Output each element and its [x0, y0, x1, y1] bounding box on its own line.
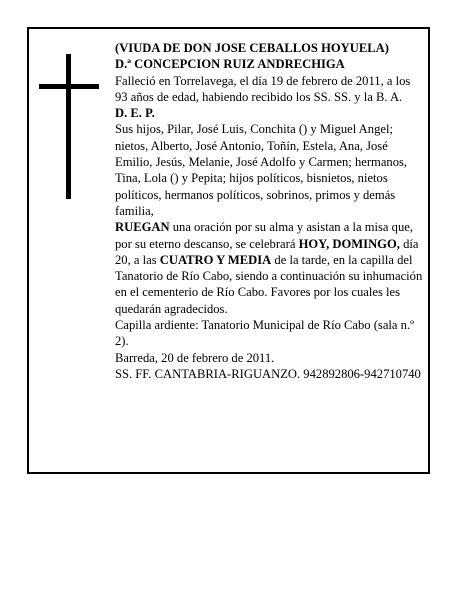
widow-of-line: (VIUDA DE DON JOSE CEBALLOS HOYUELA) — [115, 41, 389, 55]
funeral-day: HOY, DOMINGO, — [298, 236, 400, 251]
obituary-notice — [27, 27, 430, 474]
cross-icon — [39, 54, 99, 199]
ruegan-word: RUEGAN — [115, 220, 170, 235]
cross-horizontal-bar — [39, 84, 99, 89]
cross-vertical-bar — [66, 54, 71, 199]
deceased-name: D.ª CONCEPCION RUIZ ANDRECHIGA — [115, 57, 345, 72]
funeral-time: CUATRO Y MEDIA — [159, 252, 272, 267]
funeral-home-info: SS. FF. CANTABRIA-RIGUANZO. 942892806-942710740 — [115, 366, 421, 381]
funeral-text-1: una oración por su alma y asistan a la misa que, por su eterno descanso, se celebrará — [115, 220, 413, 251]
chapel-info: Capilla ardiente: Tanatorio Municipal de Río Cabo (sala n.º 2). — [115, 318, 415, 349]
place-date: Barreda, 20 de febrero de 2011. — [115, 350, 275, 365]
funeral-details — [115, 219, 425, 317]
funeral-text-3: de la tarde, en la capilla del Tanatorio de Río Cabo, siendo a continuación su inhumación en el cementerio de Río Cabo. Favores por los cuales les quedarán agradecidos. — [115, 252, 423, 316]
family-list: Sus hijos, Pilar, José Luis, Conchita () y Miguel Angel; nietos, Alberto, José Antonio, Toñín, Estela, Ana, José Emilio, Jesús, Melanie, José Adolfo y Carmen; hermanos, Tina, Lola () y Pepita; hijos políticos, bisnietos, nietos políticos, hermanos políticos, sobrinos, primos y demás familia, — [115, 122, 408, 218]
funeral-text-2: día 20, a las — [115, 236, 419, 267]
rip-abbreviation: D. E. P. — [115, 106, 155, 121]
death-details: Falleció en Torrelavega, el día 19 de febrero de 2011, a los 93 años de edad, habiendo recibido los SS. SS. y la B. A. — [115, 73, 411, 104]
obituary-text — [115, 40, 425, 382]
